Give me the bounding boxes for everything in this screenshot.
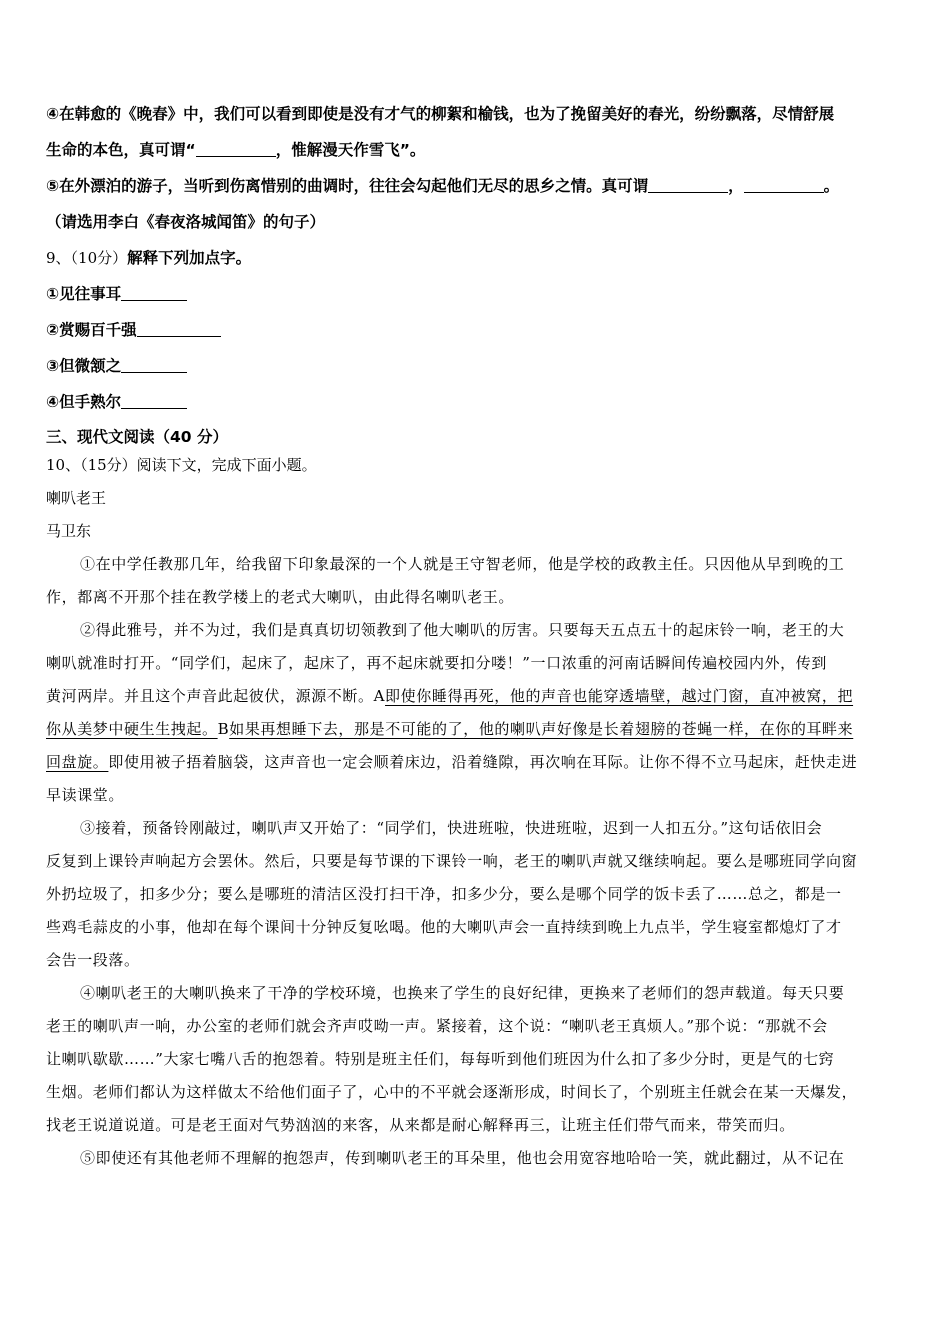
paragraph-3-line: 反复到上课铃声响起方会罢休。然后，只要是每节课的下课铃一响，老王的喇叭声就又继续响起。要么是哪班同学向窗	[46, 852, 858, 870]
part-3-heading: 三、现代文阅读（40 分）	[46, 428, 228, 446]
q9-instruction: 解释下列加点字。	[127, 249, 252, 267]
paragraph-4-line: 老王的喇叭声一响，办公室的老师们就会齐声哎呦一声。紧接着，这个说：“喇叭老王真烦人。”那个说：“那就不会	[46, 1017, 828, 1035]
exam-page	[46, 96, 906, 1175]
question-8-5-line1	[46, 168, 906, 204]
p2-plain: 黄河两岸。并且这个声音此起彼伏，源源不断。	[46, 687, 374, 705]
marker-b: B	[217, 720, 230, 738]
p2-plain: 即使用被子捂着脑袋，这声音也一定会顺着床边，沿着缝隙，再次响在耳际。让你不得不立马起床，赶快走进	[108, 753, 858, 771]
paragraph-2-line: ②得此雅号，并不为过，我们是真真切切领教到了他大喇叭的厉害。只要每天五点五十的起床铃一响，老王的大	[80, 621, 845, 639]
answer-blank[interactable]	[121, 354, 187, 373]
paragraph-4-line: 让喇叭歇歇……”大家七嘴八舌的抱怨着。特别是班主任们，每每听到他们班因为什么扣了多少分时，更是气的七窍	[46, 1050, 835, 1068]
answer-blank[interactable]	[137, 318, 221, 337]
paragraph-3-line: ③接着，预备铃刚敲过，喇叭声又开始了：“同学们，快进班啦，快进班啦，迟到一人扣五分。”这句话依旧会	[80, 819, 823, 837]
article-author: 马卫东	[46, 522, 92, 540]
paragraph-4-line: ④喇叭老王的大喇叭换来了干净的学校环境，也换来了学生的良好纪律，更换来了老师们的怨声载道。每天只要	[80, 984, 845, 1002]
paragraph-2-line	[46, 680, 906, 713]
paragraph-1-line: ①在中学任教那几年，给我留下印象最深的一个人就是王守智老师，他是学校的政教主任。只因他从早到晚的工	[80, 555, 845, 573]
paragraph-2-line	[46, 713, 906, 746]
q8-5-end: 。	[823, 177, 840, 195]
q9-item-3: ③但微颔之	[46, 357, 122, 375]
paragraph-1-line: 作，都离不开那个挂在教学楼上的老式大喇叭，由此得名喇叭老王。	[46, 588, 515, 606]
paragraph-2-line: 早读课堂。	[46, 786, 125, 804]
marker-a: A	[373, 687, 386, 705]
paragraph-2-line	[46, 746, 906, 779]
q9-score: （10分）	[70, 249, 128, 267]
underlined-sentence-b: 如果再想睡下去，那是不可能的了，他的喇叭声好像是长着翅膀的苍蝇一样，在你的耳畔来	[229, 720, 854, 738]
question-8-5-note: （请选用李白《春夜洛城闻笛》的句子）	[46, 213, 326, 231]
q9-number: 9、	[46, 249, 71, 267]
question-10-header: 10、（15分）阅读下文，完成下面小题。	[46, 456, 317, 474]
paragraph-3-line: 些鸡毛蒜皮的小事，他却在每个课间十分钟反复吆喝。他的大喇叭声会一直持续到晚上九点半，学生寝室都熄灯了才	[46, 918, 842, 936]
q8-5-text: ⑤在外漂泊的游子，当听到伤离惜别的曲调时，往往会勾起他们无尽的思乡之情。真可谓	[46, 177, 649, 195]
answer-blank[interactable]	[648, 174, 728, 193]
q9-item-4: ④但手熟尔	[46, 393, 122, 411]
paragraph-2-line: 喇叭就准时打开。“同学们，起床了，起床了，再不起床就要扣分喽！”一口浓重的河南话瞬间传遍校园内外，传到	[46, 654, 827, 672]
paragraph-3-line: 会告一段落。	[46, 951, 140, 969]
q9-item-1: ①见往事耳	[46, 285, 122, 303]
paragraph-4-line: 生烟。老师们都认为这样做太不给他们面子了，心中的不平就会逐渐形成，时间长了，个别班主任就会在某一天爆发，	[46, 1083, 858, 1101]
answer-blank[interactable]	[121, 390, 187, 409]
question-9-item	[46, 348, 906, 384]
question-9-item	[46, 312, 906, 348]
paragraph-4-line: 找老王说道说道。可是老王面对气势汹汹的来客，从来都是耐心解释再三，让班主任们带气而来，带笑而归。	[46, 1116, 795, 1134]
answer-blank[interactable]	[744, 174, 824, 193]
question-9-item	[46, 384, 906, 420]
q8-4-pre: 生命的本色，真可谓“	[46, 141, 196, 159]
q8-5-sep: ，	[728, 177, 744, 195]
answer-blank[interactable]	[196, 138, 276, 157]
question-8-4-line2	[46, 132, 906, 168]
question-9-item	[46, 276, 906, 312]
article-title: 喇叭老王	[46, 489, 107, 507]
question-9-header	[46, 240, 906, 276]
question-8-4-line1	[46, 96, 906, 132]
q8-4-text: ④在韩愈的《晚春》中，我们可以看到即使是没有才气的柳絮和榆钱，也为了挽留美好的春光，纷纷飘落，尽情舒展	[46, 105, 835, 123]
underlined-sentence-b-end: 回盘旋。	[46, 753, 109, 771]
answer-blank[interactable]	[121, 282, 187, 301]
paragraph-5-line: ⑤即使还有其他老师不理解的抱怨声，传到喇叭老王的耳朵里，他也会用宽容地哈哈一笑，就此翻过，从不记在	[80, 1149, 845, 1167]
underlined-sentence-a-end: 你从美梦中硬生生拽起。	[46, 720, 218, 738]
underlined-sentence-a: 即使你睡得再死，他的声音也能穿透墙壁，越过门窗，直冲被窝，把	[385, 687, 854, 705]
paragraph-3-line: 外扔垃圾了，扣多少分；要么是哪班的清洁区没打扫干净，扣多少分，要么是哪个同学的饭卡丢了……总之，都是一	[46, 885, 842, 903]
q9-item-2: ②赏赐百千强	[46, 321, 137, 339]
q8-4-post: ，惟解漫天作雪飞”。	[275, 141, 426, 159]
